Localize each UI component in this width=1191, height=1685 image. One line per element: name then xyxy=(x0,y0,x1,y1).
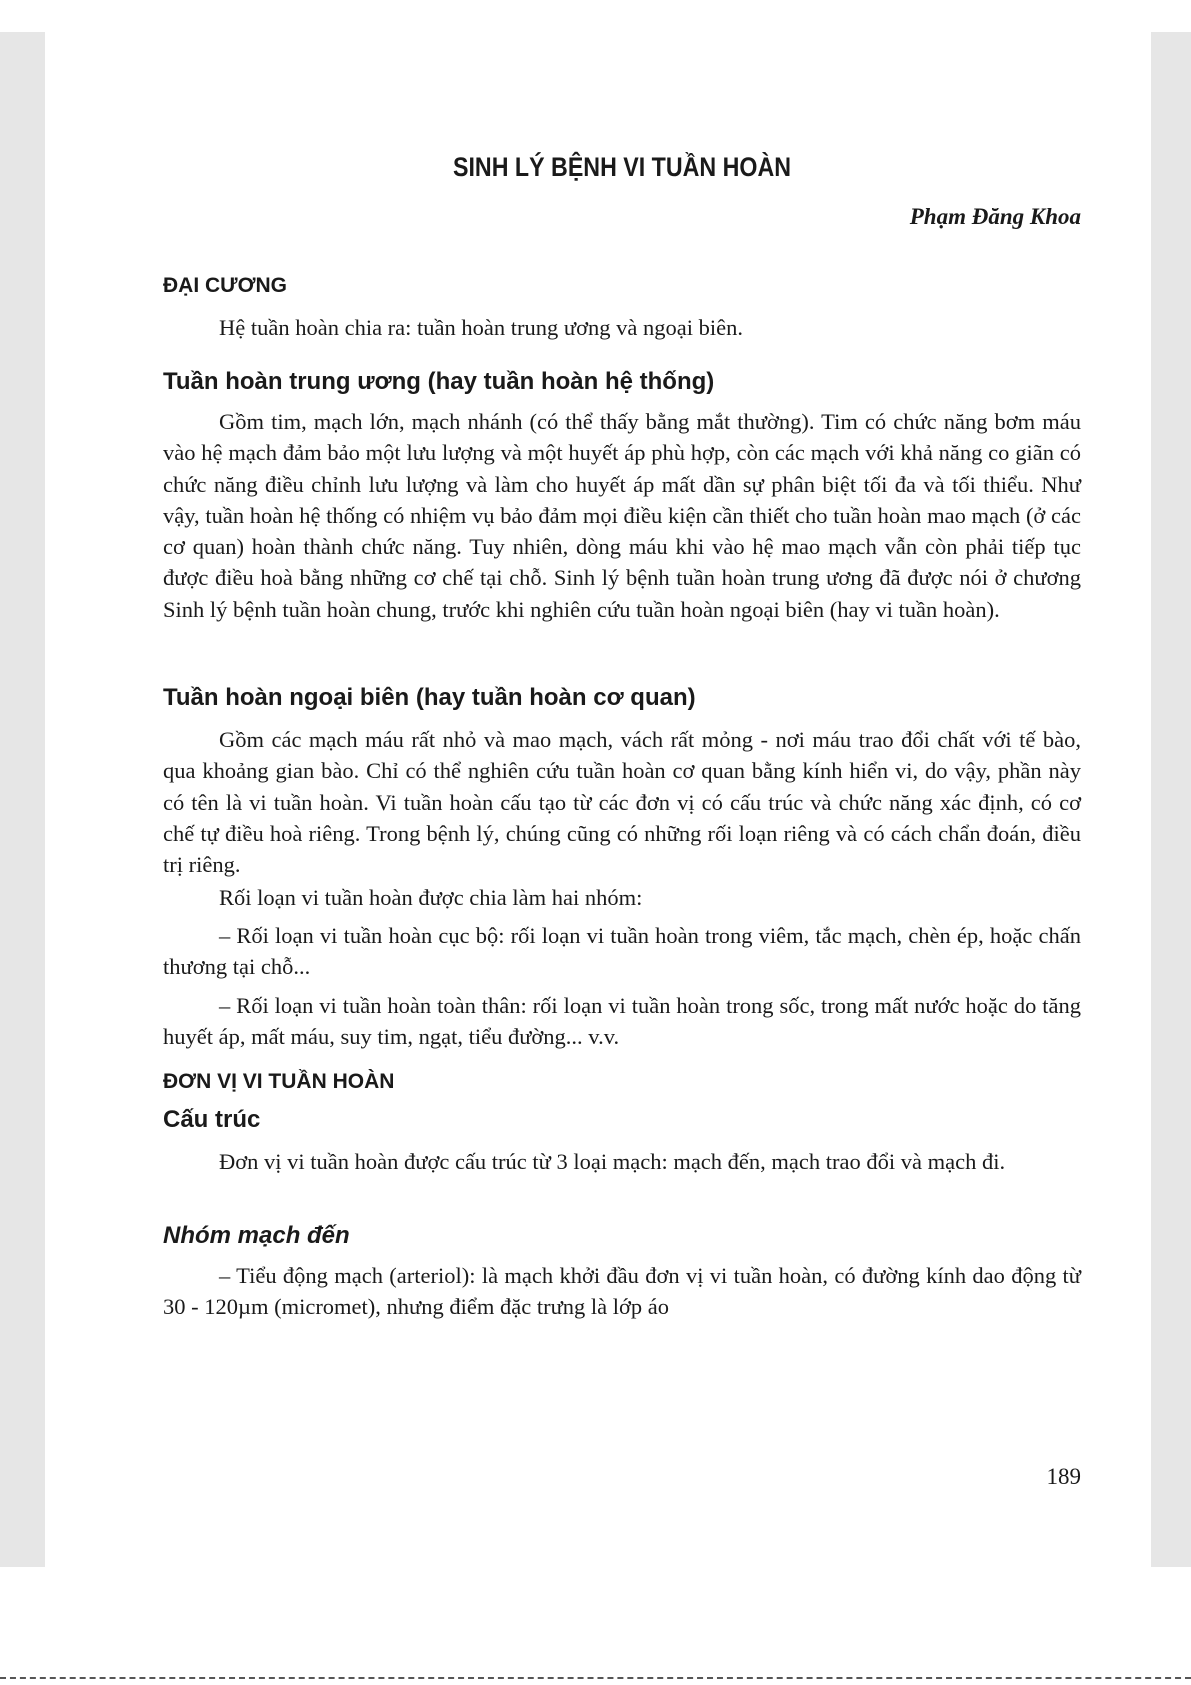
section-heading-dai-cuong: ĐẠI CƯƠNG xyxy=(163,274,288,297)
document-page xyxy=(45,32,1151,1567)
subheading-ngoai-bien: Tuần hoàn ngoại biên (hay tuần hoàn cơ quan) xyxy=(163,684,696,711)
subheading-trung-uong: Tuần hoàn trung ương (hay tuần hoàn hệ thống) xyxy=(163,368,715,395)
subheading-cau-truc: Cấu trúc xyxy=(163,1106,261,1133)
paragraph-trung-uong: Gồm tim, mạch lớn, mạch nhánh (có thể thấy bằng mắt thường). Tim có chức năng bơm máu vào hệ mạch đảm bảo một lưu lượng và một huyết áp phù hợp, còn các mạch với khả năng co giãn có chức năng điều chỉnh lưu lượng và làm cho huyết áp mất dần sự phân biệt tối đa và tối thiểu. Như vậy, tuần hoàn hệ thống có nhiệm vụ bảo đảm mọi điều kiện cần thiết cho tuần hoàn mao mạch (ở các cơ quan) hoàn thành chức năng. Tuy nhiên, dòng máu khi vào hệ mao mạch vẫn còn phải tiếp tục được điều hoà bằng những cơ chế tại chỗ. Sinh lý bệnh tuần hoàn trung ương đã được nói ở chương Sinh lý bệnh tuần hoàn chung, trước khi nghiên cứu tuần hoàn ngoại biên (hay vi tuần hoàn). xyxy=(163,409,1081,622)
page-title: SINH LÝ BỆNH VI TUẦN HOÀN xyxy=(452,152,792,182)
paragraph-ngoai-bien: Gồm các mạch máu rất nhỏ và mao mạch, vách rất mỏng - nơi máu trao đổi chất với tế bào, qua khoảng gian bào. Chỉ có thể nghiên cứu tuần hoàn cơ quan bằng kính hiển vi, do vậy, phần này có tên là vi tuần hoàn. Vi tuần hoàn cấu tạo từ các đơn vị có cấu trúc và chức năng xác định, có cơ chế tự điều hoà riêng. Trong bệnh lý, chúng cũng có những rối loạn riêng và có cách chẩn đoán, điều trị riêng. xyxy=(163,727,1081,878)
section-heading-don-vi: ĐƠN VỊ VI TUẦN HOÀN xyxy=(163,1070,395,1093)
bottom-dashed-rule xyxy=(0,1677,1191,1679)
subheading-nhom-mach-den: Nhóm mạch đến xyxy=(163,1222,350,1249)
author-name: Phạm Đăng Khoa xyxy=(909,204,1081,229)
paragraph-cau-truc: Đơn vị vi tuần hoàn được cấu trúc từ 3 loại mạch: mạch đến, mạch trao đổi và mạch đi. xyxy=(219,1149,1006,1174)
list-item-systemic: – Rối loạn vi tuần hoàn toàn thân: rối loạn vi tuần hoàn trong sốc, trong mất nước hoặc do tăng huyết áp, mất máu, suy tim, ngạt, tiểu đường... v.v. xyxy=(163,993,1081,1050)
left-margin-strip xyxy=(0,32,45,1567)
right-margin-strip xyxy=(1151,32,1191,1567)
paragraph-intro: Hệ tuần hoàn chia ra: tuần hoàn trung ương và ngoại biên. xyxy=(219,315,743,340)
list-item-local: – Rối loạn vi tuần hoàn cục bộ: rối loạn vi tuần hoàn trong viêm, tắc mạch, chèn ép, hoặc chấn thương tại chỗ... xyxy=(163,923,1081,980)
page-number: 189 xyxy=(1046,1464,1081,1489)
paragraph-groups-intro: Rối loạn vi tuần hoàn được chia làm hai nhóm: xyxy=(219,885,643,910)
list-item-arteriol: – Tiểu động mạch (arteriol): là mạch khởi đầu đơn vị vi tuần hoàn, có đường kính dao động từ 30 - 120µm (micromet), nhưng điểm đặc trưng là lớp áo xyxy=(163,1263,1081,1320)
